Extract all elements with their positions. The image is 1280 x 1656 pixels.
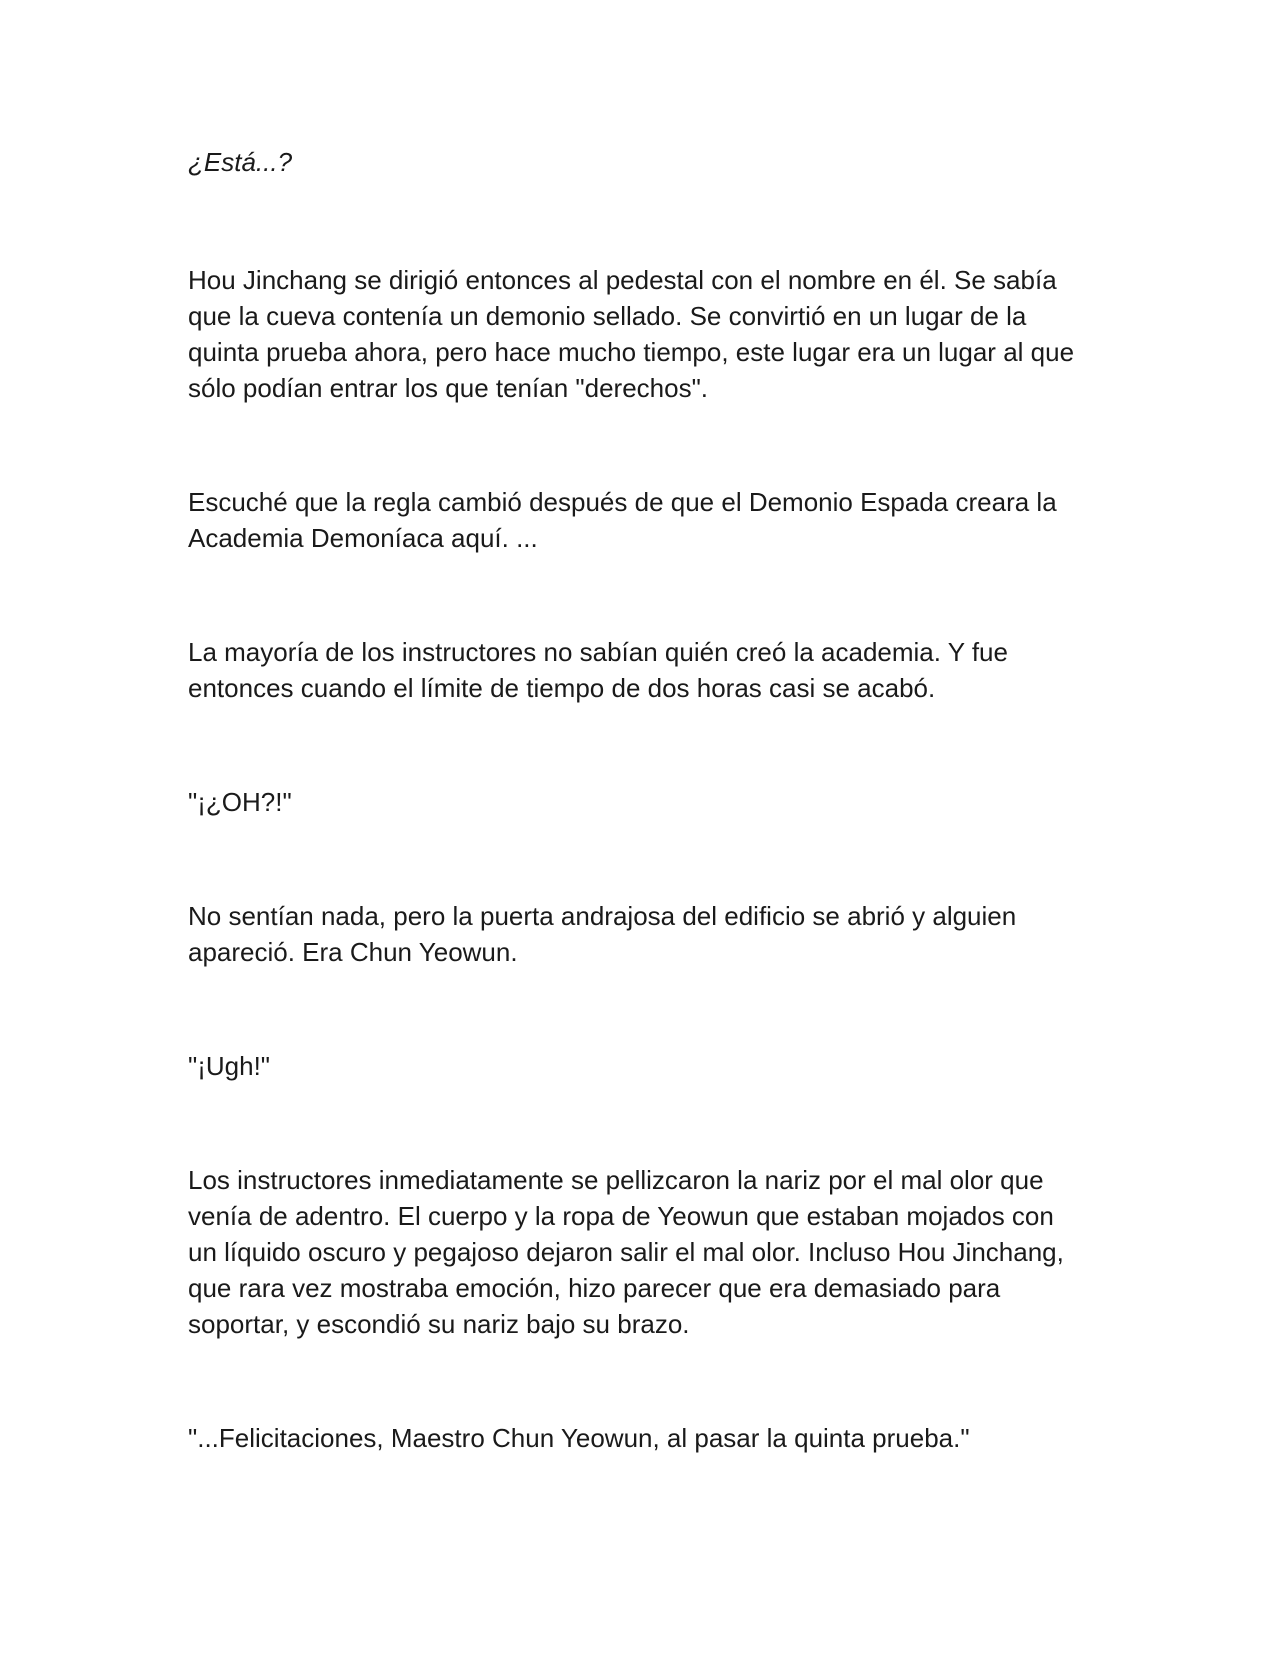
paragraph-olor: Los instructores inmediatamente se pellizcaron la nariz por el mal olor que venía de adentro. El cuerpo y la ropa de Yeowun que estaban mojados con un líquido oscuro y pegajoso dejaron salir el mal olor. Incluso Hou Jinchang, que rara vez mostraba emoción, hizo parecer que era demasiado para soportar, y escondió su nariz bajo su brazo. <box>188 1165 1064 1339</box>
paragraph-pedestal: Hou Jinchang se dirigió entonces al pedestal con el nombre en él. Se sabía que la cueva contenía un demonio sellado. Se convirtió en un lugar de la quinta prueba ahora, pero hace mucho tiempo, este lugar era un lugar al que sólo podían entrar los que tenían "derechos". <box>188 265 1075 403</box>
paragraph-ugh: "¡Ugh!" <box>188 1051 271 1081</box>
paragraph-puerta: No sentían nada, pero la puerta andrajosa del edificio se abrió y alguien apareció. Era Chun Yeowun. <box>188 901 1017 967</box>
paragraph-regla: Escuché que la regla cambió después de que el Demonio Espada creara la Academia Demoníaca aquí. ... <box>188 487 1057 553</box>
paragraph-oh: "¡¿OH?!" <box>188 787 292 817</box>
paragraph-instructores: La mayoría de los instructores no sabían quién creó la academia. Y fue entonces cuando el límite de tiempo de dos horas casi se acabó. <box>188 637 1008 703</box>
paragraph-felicitaciones: "...Felicitaciones, Maestro Chun Yeowun, al pasar la quinta prueba." <box>188 1423 970 1453</box>
paragraph-esta: ¿Está...? <box>188 147 293 177</box>
